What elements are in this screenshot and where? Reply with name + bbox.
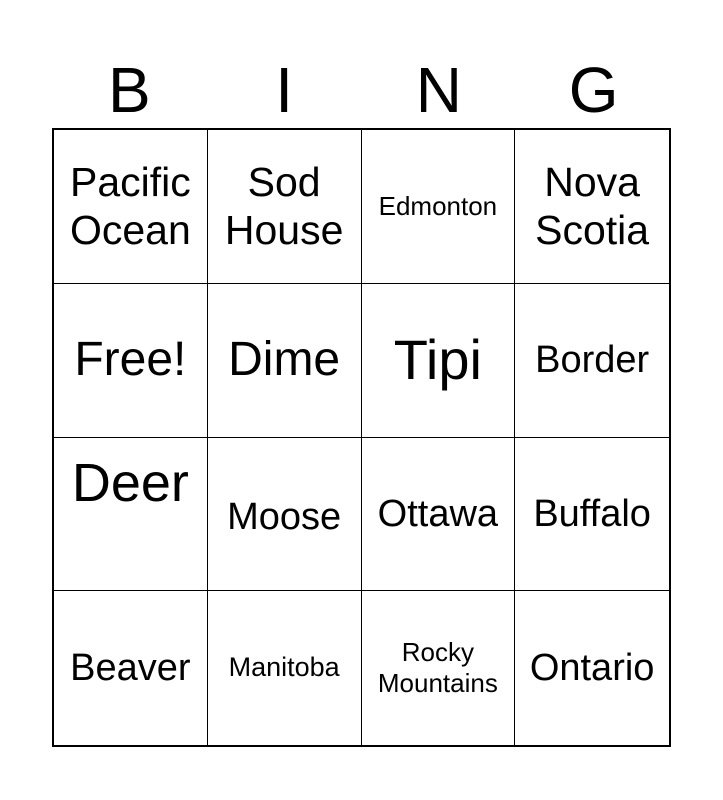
- bingo-cell[interactable]: [208, 284, 362, 438]
- header-letter-n: N: [415, 54, 462, 126]
- bingo-cell-text: Dime: [228, 333, 341, 387]
- bingo-cell-text: Nova Scotia: [535, 159, 650, 254]
- bingo-cell-text: Rocky Mountains: [377, 637, 498, 699]
- bingo-cell-text: Border: [535, 339, 650, 382]
- bingo-cell-text: Buffalo: [533, 492, 651, 535]
- bingo-cell-text: Ontario: [529, 647, 655, 690]
- bingo-cell-text: Deer: [71, 452, 189, 513]
- bingo-cell-text: Edmonton: [378, 191, 498, 222]
- bingo-cell[interactable]: [515, 130, 669, 284]
- bingo-cell-text: Tipi: [393, 328, 482, 392]
- bingo-cell[interactable]: [208, 591, 362, 745]
- bingo-cell[interactable]: [54, 438, 208, 592]
- bingo-cell-text: Beaver: [70, 647, 191, 690]
- bingo-cell-text: Sod House: [224, 159, 344, 254]
- bingo-cell-text: Ottawa: [377, 492, 499, 535]
- bingo-cell-text: Pacific Ocean: [69, 159, 191, 254]
- bingo-cell[interactable]: [54, 130, 208, 284]
- bingo-cell[interactable]: [208, 438, 362, 592]
- bingo-cell-text: Moose: [227, 495, 342, 538]
- bingo-cell[interactable]: [515, 438, 669, 592]
- bingo-cell-free[interactable]: [54, 284, 208, 438]
- header-letter-b: B: [108, 54, 151, 126]
- bingo-card-grid: [52, 128, 671, 747]
- header-letter-i: I: [275, 54, 294, 126]
- bingo-cell[interactable]: [515, 591, 669, 745]
- bingo-cell[interactable]: [362, 591, 516, 745]
- bingo-cell[interactable]: [515, 284, 669, 438]
- header-letter-g: G: [568, 54, 619, 126]
- bingo-cell[interactable]: [362, 438, 516, 592]
- bingo-cell[interactable]: [362, 130, 516, 284]
- bingo-cell[interactable]: [208, 130, 362, 284]
- bingo-cell-text: Free!: [74, 333, 187, 387]
- bingo-header: [52, 52, 671, 128]
- bingo-cell-text: Manitoba: [228, 652, 340, 683]
- bingo-cell[interactable]: [54, 591, 208, 745]
- bingo-cell[interactable]: [362, 284, 516, 438]
